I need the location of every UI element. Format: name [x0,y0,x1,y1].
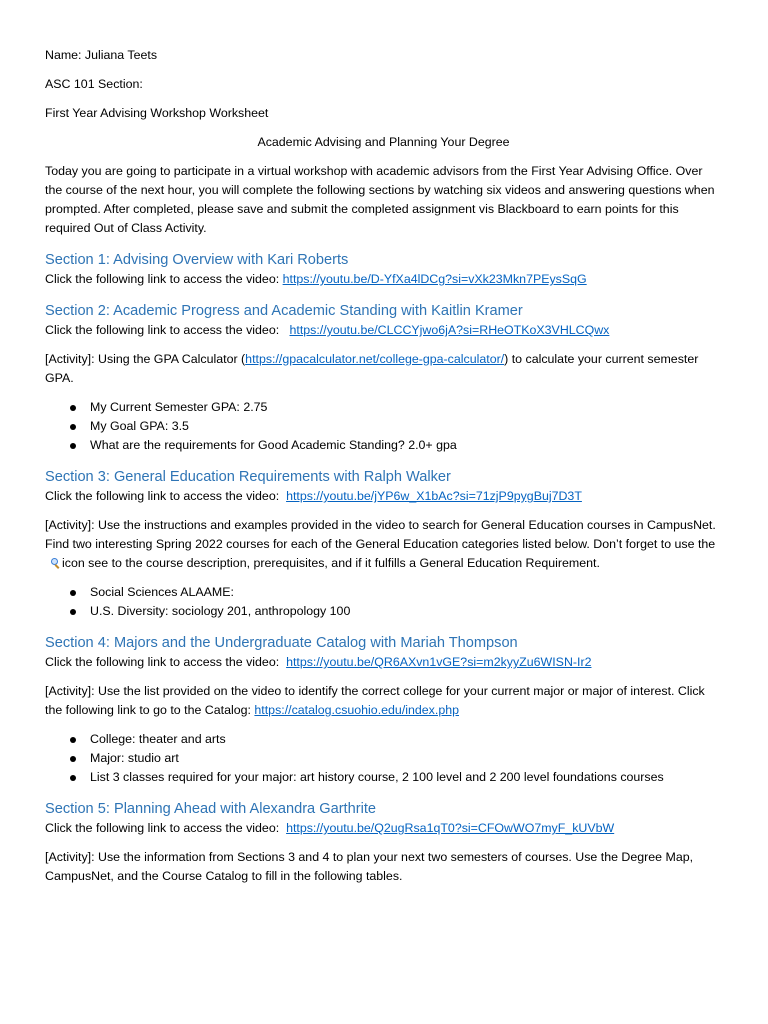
list-item: List 3 classes required for your major: art history course, 2 100 level and 2 200 level foundations courses [45,768,722,787]
video-prompt: Click the following link to access the video: [45,655,283,669]
list-item: Social Sciences ALAAME: [45,583,722,602]
section-2-video-link[interactable]: https://youtu.be/CLCCYjwo6jA?si=RHeOTKoX3VHLCQwx [289,323,610,337]
list-item: College: theater and arts [45,730,722,749]
section-1-heading: Section 1: Advising Overview with Kari Roberts [45,252,349,268]
section-2-answers [45,398,722,455]
video-prompt: Click the following link to access the video: [45,821,283,835]
section-3-video-line [45,487,722,506]
section-3-answers [45,583,722,621]
catalog-link[interactable]: https://catalog.csuohio.edu/index.php [254,703,459,717]
magnifier-icon [49,557,60,569]
section-4-answers [45,730,722,787]
intro-paragraph: Today you are going to participate in a virtual workshop with academic advisors from the First Year Advising Office. Over the course of the next hour, you will complete the following sections by watching six videos and answering questions when prompted. After completed, please save and submit the completed assignment vis Blackboard to earn points for this required Out of Class Activity. [45,164,715,235]
section-4-video-line [45,653,722,672]
list-item: My Current Semester GPA: 2.75 [45,398,722,417]
document-title: Academic Advising and Planning Your Degree [257,135,510,149]
activity-label: [Activity]: [45,850,99,864]
section-5-video-link[interactable]: https://youtu.be/Q2ugRsa1qT0?si=CFOwWO7myF_kUVbW [286,821,615,835]
section-4-video-link[interactable]: https://youtu.be/QR6AXvn1vGE?si=m2kyyZu6WISN-Ir2 [286,655,592,669]
section-2-activity: [Activity]: Using the GPA Calculator (https://gpacalculator.net/college-gpa-calculator/) to calculate your current semester GPA. [45,352,699,385]
section-4-activity: [Activity]: Use the list provided on the video to identify the correct college for your current major or major of interest. Click the following link to go to the Catalog: https://catalog.csuohio.edu/index.php [45,684,705,717]
section-3-video-link[interactable]: https://youtu.be/jYP6w_X1bAc?si=71zjP9pygBuj7D3T [286,489,582,503]
gpa-calculator-link[interactable]: https://gpacalculator.net/college-gpa-calculator/ [245,352,505,366]
course-section: ASC 101 Section: [45,77,143,91]
section-5-heading: Section 5: Planning Ahead with Alexandra Garthrite [45,801,377,817]
activity-label: [Activity]: [45,518,99,532]
video-prompt: Click the following link to access the video: [45,489,283,503]
student-name: Name: Juliana Teets [45,48,158,62]
section-1-video-link[interactable]: https://youtu.be/D-YfXa4lDCg?si=vXk23Mkn7PEysSqG [282,272,587,286]
section-5-video-line [45,819,722,838]
section-4-heading: Section 4: Majors and the Undergraduate Catalog with Mariah Thompson [45,635,518,651]
section-3-activity: [Activity]: Use the instructions and examples provided in the video to search for General Education courses in CampusNet. Find two interesting Spring 2022 courses for each of the General Education categories listed below. Don’t forget to use the icon see to the course description, prerequisites, and if it fulfills a General Education Requirement. [45,518,716,570]
worksheet-title: First Year Advising Workshop Worksheet [45,106,269,120]
section-2-heading: Section 2: Academic Progress and Academic Standing with Kaitlin Kramer [45,303,523,319]
section-2-video-line [45,321,722,340]
video-prompt: Click the following link to access the video: [45,272,283,286]
list-item: What are the requirements for Good Academic Standing? 2.0+ gpa [45,436,722,455]
video-prompt: Click the following link to access the video: [45,323,283,337]
activity-label: [Activity]: [45,684,99,698]
list-item: Major: studio art [45,749,722,768]
list-item: U.S. Diversity: sociology 201, anthropology 100 [45,602,722,621]
section-1-video-line [45,270,722,289]
section-5-activity: [Activity]: Use the information from Sections 3 and 4 to plan your next two semesters of courses. Use the Degree Map, CampusNet, and the Course Catalog to fill in the following tables. [45,850,694,883]
section-3-heading: Section 3: General Education Requirements with Ralph Walker [45,469,451,485]
list-item: My Goal GPA: 3.5 [45,417,722,436]
activity-label: [Activity]: [45,352,99,366]
